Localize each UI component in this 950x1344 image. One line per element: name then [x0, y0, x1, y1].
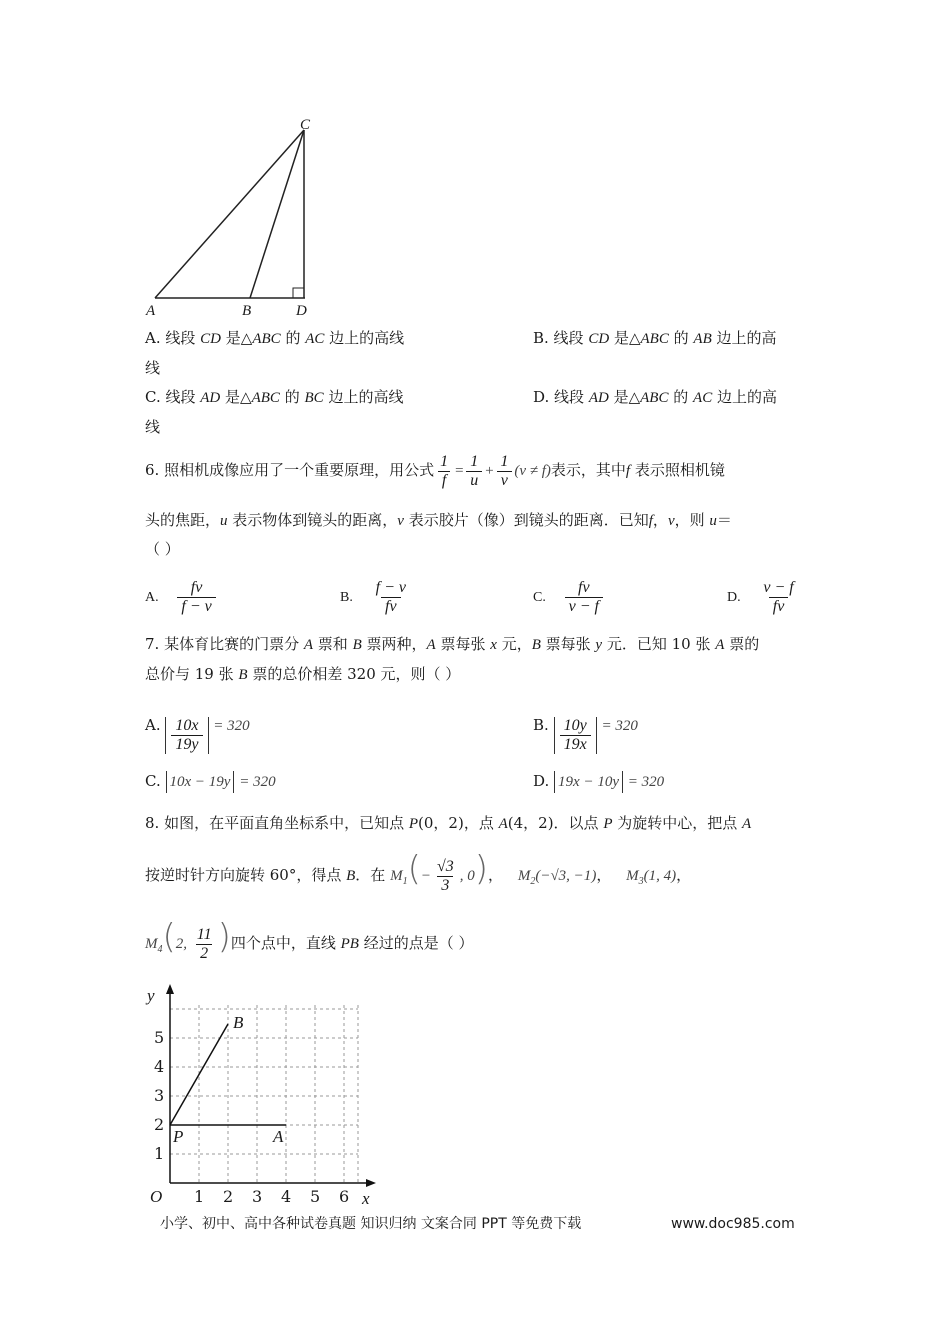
point-m2: $M_2$	[517, 868, 536, 887]
q5-option-c[interactable]: C. 线段 AD 是△ABC 的 BC 边上的高线	[145, 388, 404, 406]
origin-label: O	[150, 1187, 163, 1206]
q8-line3: $M_4(2$, $\frac{11}{2}$ )四个点中，直线 PB 经过的点是（ ）	[145, 917, 474, 962]
q5-option-d[interactable]: D. 线段 AD 是△ABC 的 AC 边上的高	[533, 388, 777, 406]
x-tick: 3	[252, 1187, 263, 1206]
point-m1: $M_1$	[390, 868, 408, 887]
q6-option-c[interactable]: C. $\frac{fv}{v - f}$	[533, 574, 605, 620]
point-p-label: P	[173, 1127, 184, 1146]
x-tick: 6	[339, 1187, 350, 1206]
q5-option-b[interactable]: B. 线段 CD 是△ABC 的 AB 边上的高	[533, 329, 777, 347]
y-tick: 4	[154, 1057, 165, 1076]
q7-option-c[interactable]: C. 10x − 19y = 320	[145, 770, 276, 793]
y-tick: 5	[154, 1028, 165, 1047]
label-d: D	[296, 303, 307, 319]
footer-text: 小学、初中、高中各种试卷真题 知识归纳 文案合同 PPT 等免费下载	[160, 1216, 582, 1232]
q5-option-a[interactable]: A. 线段 CD 是△ABC 的 AC 边上的高线	[145, 329, 405, 347]
triangle-icon: △	[628, 329, 641, 347]
y-tick: 3	[154, 1086, 165, 1105]
triangle-icon: △	[240, 329, 253, 347]
x-tick: 1	[194, 1187, 205, 1206]
q6-line2: 头的焦距，u 表示物体到镜头的距离，v 表示胶片（像）到镜头的距离．已知f，v，则 u＝	[145, 511, 732, 529]
q8-line1: 8. 如图，在平面直角坐标系中，已知点 P(0，2)，点 A(4，2)．以点 P 为旋转中心，把点 A	[145, 814, 752, 832]
triangle-icon: △	[240, 388, 252, 406]
q6-option-d[interactable]: D. $\frac{v - f}{fv}$	[727, 578, 794, 615]
formula-condition: v ≠ f	[519, 463, 546, 479]
formula-r2: $\frac{1}{v}$	[496, 453, 512, 490]
axis-x-label: x	[362, 1189, 370, 1208]
q7-option-d[interactable]: D. 19x − 10y = 320	[533, 770, 664, 793]
q8-line2: 按逆时针方向旋转 60°，得点 B．在 $M_1(-$ $\frac{√3}{3}$ , 0)， $M_2(-√3$, −1)， $M_3(1$, 4)，	[145, 849, 692, 894]
footer-url[interactable]: www.doc985.com	[671, 1216, 795, 1232]
y-tick: 1	[154, 1144, 165, 1163]
formula-lhs: $\frac{1}{f}$	[436, 453, 452, 490]
point-b-label: B	[233, 1013, 244, 1032]
point-m4: $M_4$	[145, 936, 163, 955]
x-tick: 2	[223, 1187, 234, 1206]
q6-line1: 6. 照相机成像应用了一个重要原理，用公式 $\frac{1}{f}$ = $\frac{1}{u}$ + $\frac{1}{v}$ (v ≠ f)表示，其中f 表示照相机镜	[145, 452, 725, 489]
point-m3: $M_3$	[626, 868, 644, 887]
x-tick: 4	[281, 1187, 292, 1206]
x-tick: 5	[310, 1187, 321, 1206]
q6-option-b[interactable]: B. $\frac{f - v}{fv}$	[340, 578, 406, 615]
y-tick: 2	[154, 1115, 165, 1134]
point-a-label: A	[273, 1127, 284, 1146]
q5-option-b-wrap: 线	[145, 359, 161, 377]
q6-blank: （ ）	[145, 540, 180, 558]
triangle-icon: △	[628, 388, 641, 406]
label-c: C	[300, 117, 311, 133]
label-a: A	[146, 303, 156, 319]
q7-line1: 7. 某体育比赛的门票分 A 票和 B 票两种，A 票每张 x 元，B 票每张 y 元．已知 10 张 A 票的	[145, 635, 760, 653]
triangle-figure	[140, 110, 320, 320]
q7-option-b[interactable]: B. $\frac{10y}{19x}$ = 320	[533, 716, 638, 753]
formula-r1: $\frac{1}{u}$	[466, 453, 482, 490]
q7-option-a[interactable]: A. $\frac{10x}{19y}$ = 320	[145, 716, 250, 753]
q5-option-d-wrap: 线	[145, 418, 161, 436]
coordinate-figure	[140, 980, 380, 1210]
q6-option-a[interactable]: A. $\frac{fv}{f - v}$	[145, 574, 218, 620]
axis-y-label: y	[147, 986, 155, 1005]
q7-line2: 总价与 19 张 B 票的总价相差 320 元，则（ ）	[145, 665, 461, 683]
label-b: B	[242, 303, 252, 319]
